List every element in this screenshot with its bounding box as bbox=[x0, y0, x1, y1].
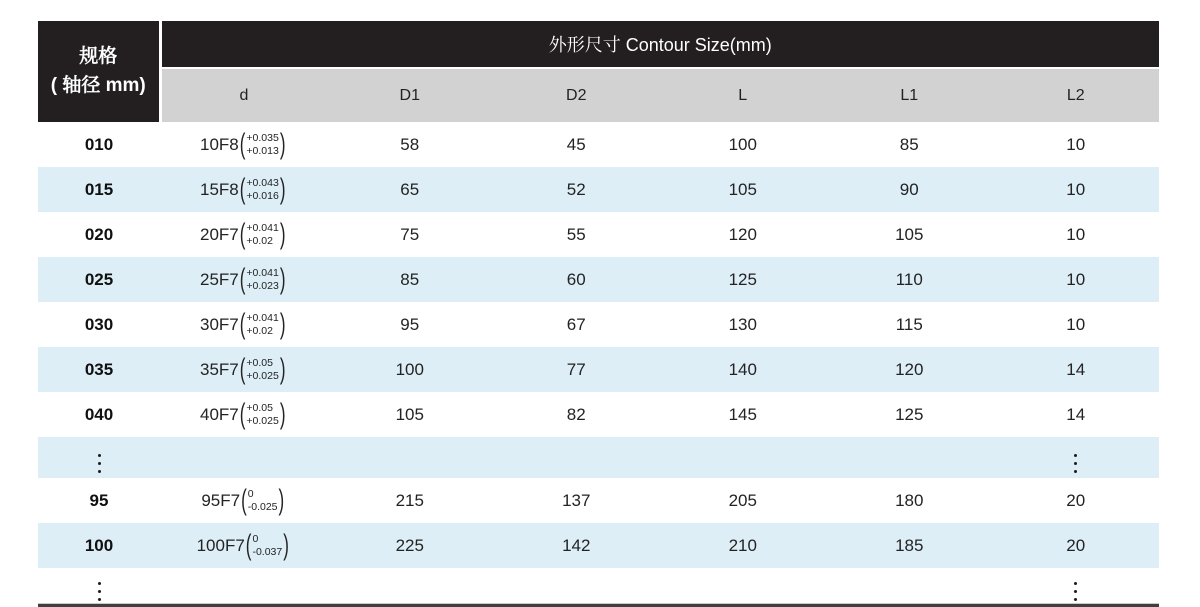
open-paren: ( bbox=[245, 528, 252, 561]
d1-cell: 225 bbox=[327, 523, 494, 568]
tolerance-lower: +0.02 bbox=[246, 324, 273, 337]
ellipsis-dot bbox=[1074, 582, 1077, 585]
d2-cell: 137 bbox=[493, 478, 660, 523]
open-paren: ( bbox=[239, 217, 246, 250]
ellipsis-dot bbox=[1074, 462, 1077, 465]
d1-cell: 105 bbox=[327, 392, 494, 437]
table-row bbox=[38, 568, 1159, 603]
d2-cell: 45 bbox=[493, 122, 660, 167]
table-row bbox=[38, 257, 1159, 302]
l1-cell: 90 bbox=[826, 167, 993, 212]
l-cell: 120 bbox=[660, 212, 827, 257]
table-row bbox=[38, 167, 1159, 212]
ellipsis-dot bbox=[98, 454, 101, 457]
spec-ellipsis-cell bbox=[38, 568, 160, 603]
tolerance-base: 35F7 bbox=[199, 359, 239, 379]
vertical-ellipsis bbox=[98, 582, 101, 601]
d2-cell: 77 bbox=[493, 347, 660, 392]
table-body bbox=[38, 122, 1159, 603]
l1-cell: 85 bbox=[826, 122, 993, 167]
spec-header-cell bbox=[38, 21, 160, 122]
empty-cell bbox=[327, 437, 494, 478]
tolerance-upper: +0.043 bbox=[246, 176, 279, 189]
empty-cell bbox=[160, 437, 327, 478]
tolerance-upper: 0 bbox=[252, 532, 259, 545]
tolerance-value bbox=[199, 217, 287, 250]
spec-header-line1: 规格 bbox=[79, 46, 118, 67]
tolerance-lower: +0.025 bbox=[246, 414, 279, 427]
close-paren: ) bbox=[278, 483, 285, 516]
tolerance-base: 95F7 bbox=[201, 490, 241, 510]
spec-ellipsis-cell bbox=[38, 437, 160, 478]
open-paren: ( bbox=[239, 127, 246, 160]
ellipsis-dot bbox=[1074, 470, 1077, 473]
tolerance-base: 10F8 bbox=[199, 134, 239, 154]
spec-cell: 015 bbox=[38, 167, 160, 212]
d2-cell: 55 bbox=[493, 212, 660, 257]
open-paren: ( bbox=[241, 483, 247, 516]
empty-cell bbox=[826, 568, 993, 603]
dimension-table bbox=[38, 21, 1159, 603]
d-tolerance-cell bbox=[160, 212, 327, 257]
d-tolerance-cell bbox=[160, 122, 327, 167]
tolerance-stack bbox=[246, 357, 278, 382]
tolerance-value bbox=[199, 172, 287, 205]
spec-cell: 025 bbox=[38, 257, 160, 302]
empty-cell bbox=[826, 437, 993, 478]
tolerance-stack bbox=[252, 533, 282, 558]
spec-cell: 035 bbox=[38, 347, 160, 392]
l1-cell: 115 bbox=[826, 302, 993, 347]
table-row bbox=[38, 523, 1159, 568]
tolerance-value bbox=[199, 307, 287, 340]
l1-cell: 105 bbox=[826, 212, 993, 257]
open-paren: ( bbox=[239, 397, 246, 430]
d-tolerance-cell bbox=[160, 302, 327, 347]
ellipsis-dot bbox=[1074, 590, 1077, 593]
column-header-l: L bbox=[660, 68, 827, 122]
spec-cell: 030 bbox=[38, 302, 160, 347]
ellipsis-dot bbox=[98, 462, 101, 465]
spec-cell: 95 bbox=[38, 478, 160, 523]
d1-cell: 58 bbox=[327, 122, 494, 167]
open-paren: ( bbox=[239, 307, 246, 340]
d1-cell: 85 bbox=[327, 257, 494, 302]
tolerance-base: 15F8 bbox=[199, 179, 239, 199]
spec-cell: 020 bbox=[38, 212, 160, 257]
contour-size-header: 外形尺寸 Contour Size(mm) bbox=[160, 21, 1159, 68]
l1-cell: 185 bbox=[826, 523, 993, 568]
d2-cell: 67 bbox=[493, 302, 660, 347]
l1-cell: 110 bbox=[826, 257, 993, 302]
l2-cell: 10 bbox=[993, 212, 1160, 257]
table-row bbox=[38, 437, 1159, 478]
tolerance-stack bbox=[246, 177, 278, 202]
tolerance-lower: +0.023 bbox=[246, 279, 279, 292]
tolerance-upper: +0.05 bbox=[246, 356, 273, 369]
table-row bbox=[38, 212, 1159, 257]
l1-cell: 120 bbox=[826, 347, 993, 392]
close-paren: ) bbox=[279, 262, 286, 295]
tolerance-stack bbox=[246, 312, 278, 337]
tolerance-value bbox=[199, 397, 287, 430]
vertical-ellipsis bbox=[1074, 454, 1077, 473]
tolerance-value bbox=[196, 528, 290, 561]
d2-cell: 142 bbox=[493, 523, 660, 568]
d2-cell: 52 bbox=[493, 167, 660, 212]
column-header-d: d bbox=[160, 68, 327, 122]
tolerance-base: 20F7 bbox=[199, 224, 239, 244]
l2-cell: 20 bbox=[993, 523, 1160, 568]
tolerance-value bbox=[199, 127, 287, 160]
close-paren: ) bbox=[279, 127, 286, 160]
tolerance-upper: 0 bbox=[247, 487, 254, 500]
l2-cell: 10 bbox=[993, 257, 1160, 302]
header-row-1 bbox=[38, 21, 1159, 68]
close-paren: ) bbox=[279, 352, 286, 385]
close-paren: ) bbox=[279, 217, 286, 250]
empty-cell bbox=[327, 568, 494, 603]
d1-cell: 95 bbox=[327, 302, 494, 347]
spec-cell: 040 bbox=[38, 392, 160, 437]
table-row bbox=[38, 392, 1159, 437]
close-paren: ) bbox=[279, 172, 286, 205]
d1-cell: 75 bbox=[327, 212, 494, 257]
d-tolerance-cell bbox=[160, 478, 327, 523]
empty-cell bbox=[660, 437, 827, 478]
tolerance-base: 30F7 bbox=[199, 314, 239, 334]
column-header-d1: D1 bbox=[327, 68, 494, 122]
l1-cell: 180 bbox=[826, 478, 993, 523]
tolerance-lower: -0.037 bbox=[252, 545, 283, 558]
vertical-ellipsis bbox=[1074, 582, 1077, 601]
l-cell: 145 bbox=[660, 392, 827, 437]
table-row bbox=[38, 347, 1159, 392]
ellipsis-dot bbox=[98, 582, 101, 585]
column-header-d2: D2 bbox=[493, 68, 660, 122]
l-cell: 140 bbox=[660, 347, 827, 392]
tolerance-lower: -0.025 bbox=[247, 500, 278, 513]
open-paren: ( bbox=[239, 172, 246, 205]
l1-cell: 125 bbox=[826, 392, 993, 437]
d-tolerance-cell bbox=[160, 257, 327, 302]
l2-cell: 10 bbox=[993, 167, 1160, 212]
ellipsis-dot bbox=[98, 590, 101, 593]
empty-cell bbox=[493, 568, 660, 603]
tolerance-stack bbox=[246, 222, 278, 247]
empty-cell bbox=[493, 437, 660, 478]
d-tolerance-cell bbox=[160, 167, 327, 212]
table-row bbox=[38, 478, 1159, 523]
tolerance-lower: +0.02 bbox=[246, 234, 273, 247]
tolerance-lower: +0.013 bbox=[246, 144, 279, 157]
header-row-2 bbox=[38, 68, 1159, 122]
spec-header-line2: ( 轴径 mm) bbox=[50, 74, 146, 96]
l-cell: 125 bbox=[660, 257, 827, 302]
spec-cell: 010 bbox=[38, 122, 160, 167]
tolerance-value bbox=[199, 352, 287, 385]
close-paren: ) bbox=[279, 397, 286, 430]
l2-cell: 20 bbox=[993, 478, 1160, 523]
tolerance-upper: +0.035 bbox=[246, 131, 279, 144]
tolerance-upper: +0.041 bbox=[246, 311, 279, 324]
d1-cell: 100 bbox=[327, 347, 494, 392]
column-header-l1: L1 bbox=[826, 68, 993, 122]
d1-cell: 215 bbox=[327, 478, 494, 523]
tolerance-base: 25F7 bbox=[199, 269, 239, 289]
l-cell: 205 bbox=[660, 478, 827, 523]
column-header-l2: L2 bbox=[993, 68, 1160, 122]
tolerance-upper: +0.041 bbox=[246, 221, 279, 234]
l2-ellipsis-cell bbox=[993, 437, 1160, 478]
ellipsis-dot bbox=[1074, 454, 1077, 457]
close-paren: ) bbox=[283, 528, 289, 561]
d2-cell: 82 bbox=[493, 392, 660, 437]
vertical-ellipsis bbox=[98, 454, 101, 473]
open-paren: ( bbox=[239, 352, 246, 385]
l2-cell: 10 bbox=[993, 122, 1160, 167]
l2-cell: 10 bbox=[993, 302, 1160, 347]
tolerance-stack bbox=[248, 488, 278, 513]
table-row bbox=[38, 302, 1159, 347]
l-cell: 100 bbox=[660, 122, 827, 167]
l-cell: 130 bbox=[660, 302, 827, 347]
d-tolerance-cell bbox=[160, 523, 327, 568]
d-tolerance-cell bbox=[160, 392, 327, 437]
tolerance-lower: +0.016 bbox=[246, 189, 279, 202]
tolerance-value bbox=[199, 262, 287, 295]
open-paren: ( bbox=[239, 262, 246, 295]
tolerance-stack bbox=[246, 402, 278, 427]
l2-cell: 14 bbox=[993, 392, 1160, 437]
dimension-table-section bbox=[38, 21, 1159, 607]
tolerance-value bbox=[201, 483, 285, 516]
d-tolerance-cell bbox=[160, 347, 327, 392]
d1-cell: 65 bbox=[327, 167, 494, 212]
tolerance-stack bbox=[246, 267, 278, 292]
tolerance-upper: +0.05 bbox=[246, 401, 273, 414]
tolerance-lower: +0.025 bbox=[246, 369, 279, 382]
table-row bbox=[38, 122, 1159, 167]
l-cell: 105 bbox=[660, 167, 827, 212]
empty-cell bbox=[660, 568, 827, 603]
l2-ellipsis-cell bbox=[993, 568, 1160, 603]
empty-cell bbox=[160, 568, 327, 603]
tolerance-base: 100F7 bbox=[196, 535, 245, 555]
ellipsis-dot bbox=[98, 470, 101, 473]
close-paren: ) bbox=[279, 307, 286, 340]
spec-cell: 100 bbox=[38, 523, 160, 568]
bottom-rule bbox=[38, 603, 1159, 607]
l-cell: 210 bbox=[660, 523, 827, 568]
d2-cell: 60 bbox=[493, 257, 660, 302]
tolerance-base: 40F7 bbox=[199, 404, 239, 424]
tolerance-upper: +0.041 bbox=[246, 266, 279, 279]
tolerance-stack bbox=[246, 132, 278, 157]
l2-cell: 14 bbox=[993, 347, 1160, 392]
